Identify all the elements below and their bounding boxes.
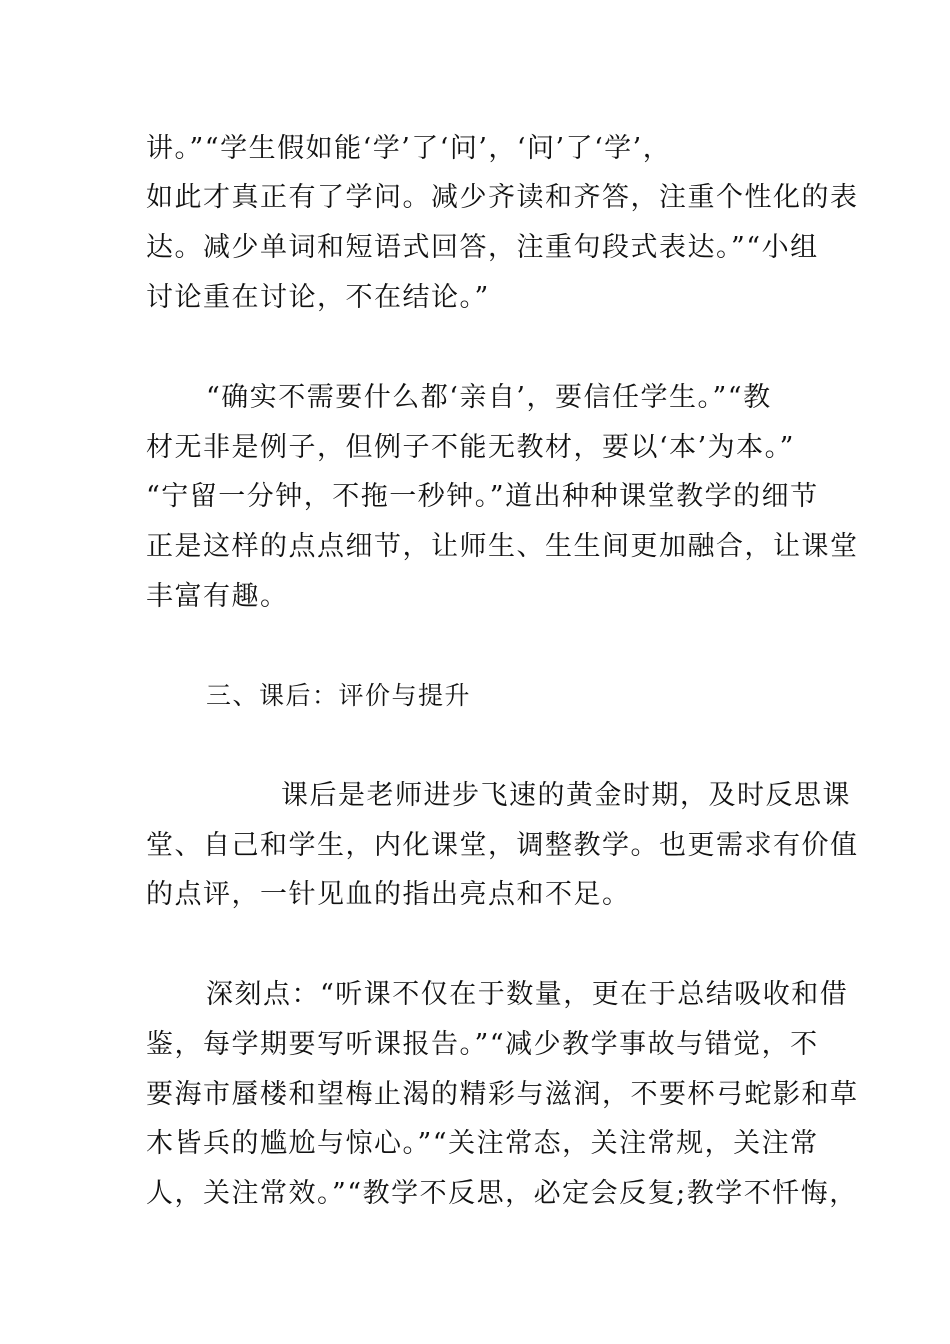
text-line: 木皆兵的尴尬与惊心。”“关注常态，关注常规，关注常 (146, 1128, 819, 1159)
text-line: 的点评，一针见血的指出亮点和不足。 (146, 879, 631, 910)
text-line: 讲。”“学生假如能‘学’了‘问’，‘问’了‘学’， (146, 133, 672, 164)
text-line: 要海市蜃楼和望梅止渴的精彩与滋润，不要杯弓蛇影和草 (146, 1079, 859, 1110)
text-line: 人，关注常效。”“教学不反思，必定会反复;教学不忏悔， (146, 1178, 858, 1209)
text-line: “宁留一分钟，不拖一秒钟。”道出种种课堂教学的细节 (146, 481, 819, 512)
text-line: 鉴，每学期要写听课报告。”“减少教学事故与错觉，不 (146, 1029, 819, 1060)
section-heading: 三、课后：评价与提升 (206, 681, 472, 710)
text-line: 如此才真正有了学问。减少齐读和齐答，注重个性化的表 (146, 182, 859, 213)
text-line: 丰富有趣。 (146, 581, 289, 612)
text-line: 深刻点：“听课不仅在于数量，更在于总结吸收和借 (206, 979, 849, 1010)
text-line: 课后是老师进步飞速的黄金时期，及时反思课 (281, 780, 851, 811)
text-line: 正是这样的点点细节，让师生、生生间更加融合，让课堂 (146, 531, 859, 562)
text-line: 达。减少单词和短语式回答，注重句段式表达。”“小组 (146, 232, 819, 263)
text-line: 堂、自己和学生，内化课堂，调整教学。也更需求有价值 (146, 830, 859, 861)
text-line: 材无非是例子，但例子不能无教材，要以‘本’为本。” (146, 432, 795, 463)
text-line: “确实不需要什么都‘亲自’，要信任学生。”“教 (206, 382, 772, 413)
text-line: 讨论重在讨论，不在结论。” (146, 282, 490, 313)
